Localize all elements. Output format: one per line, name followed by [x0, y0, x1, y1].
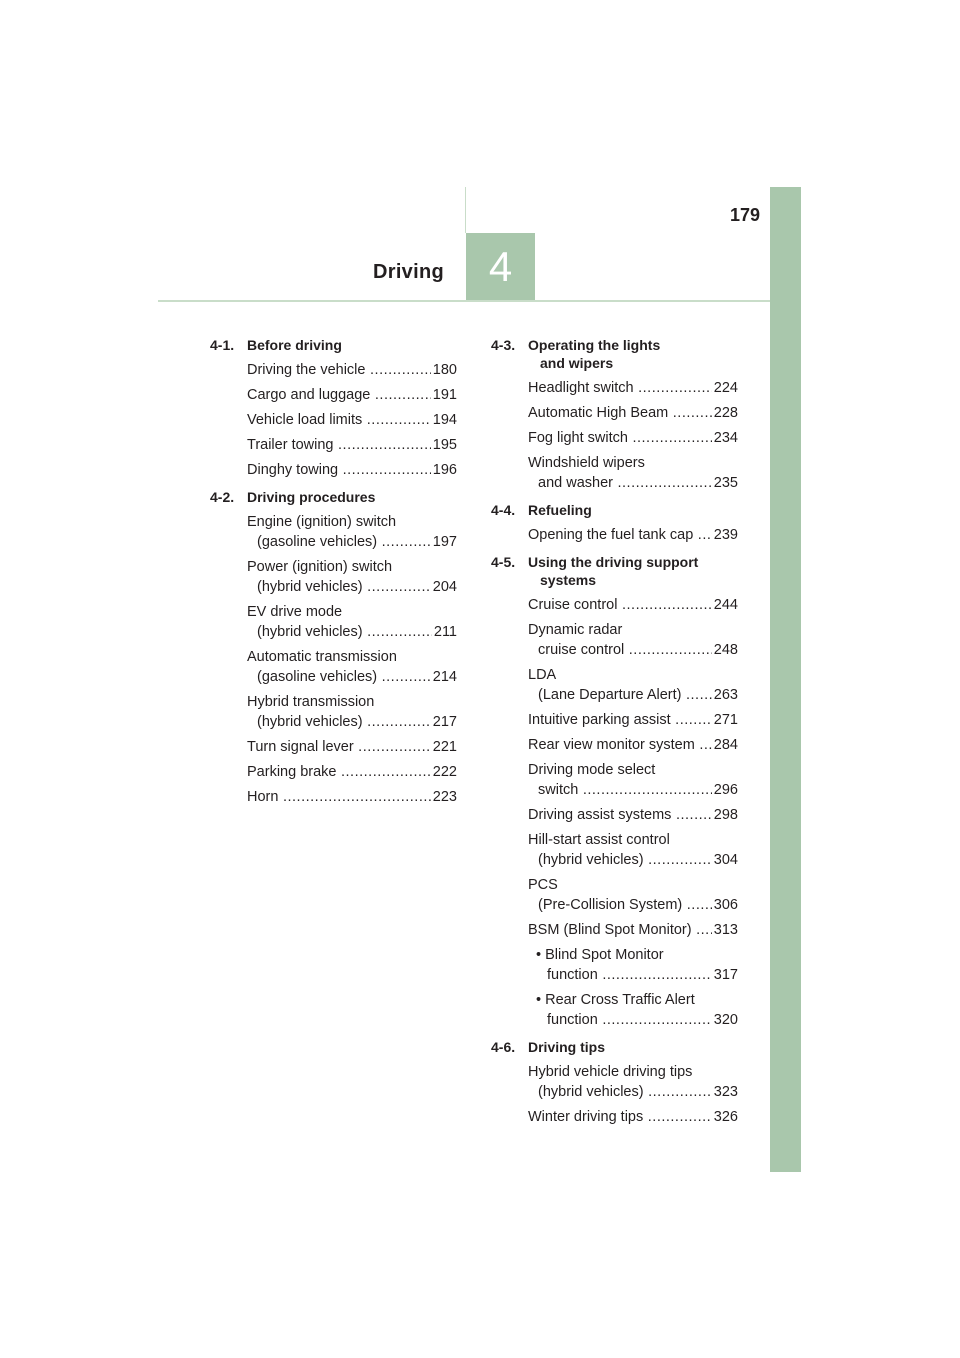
entry-title: LDA: [528, 667, 557, 683]
entry-page-number[interactable]: 180: [432, 362, 457, 378]
entry-line: [536, 965, 738, 985]
entry-line: [247, 667, 457, 687]
entry-line: [528, 378, 738, 398]
entry-subtitle: (hybrid vehicles) .....: [257, 622, 432, 642]
toc-entry[interactable]: [528, 920, 738, 940]
toc-entry[interactable]: [528, 403, 738, 423]
toc-entry[interactable]: [528, 945, 738, 985]
entry-title: • Blind Spot Monitor: [536, 945, 738, 965]
entry-line: [528, 1107, 738, 1127]
section-number: 4-3.: [491, 337, 516, 353]
entry-page-number[interactable]: 217: [432, 714, 457, 730]
entry-subtitle: function .....: [547, 965, 712, 985]
section-number: 4-1.: [210, 337, 235, 353]
entry-title: Fog light switch .....: [528, 428, 712, 448]
entry-subtitle: and washer .....: [538, 473, 712, 493]
entry-line: [247, 532, 457, 552]
section-heading: [491, 336, 738, 372]
section-entries: [210, 512, 457, 807]
entry-title: Horn .....: [247, 787, 431, 807]
entry-subtitle: function .....: [547, 1010, 712, 1030]
entry-title: Winter driving tips .....: [528, 1107, 712, 1127]
toc-entry[interactable]: [528, 875, 738, 915]
entry-title: Hybrid vehicle driving tips: [528, 1064, 693, 1080]
entry-page-number[interactable]: 204: [432, 579, 457, 595]
entry-page-number[interactable]: 223: [432, 789, 457, 805]
section-title-text: Driving tips: [528, 1039, 606, 1055]
toc-entry[interactable]: [528, 428, 738, 448]
entry-title: Parking brake .....: [247, 762, 431, 782]
entry-title: Dynamic radar: [528, 622, 623, 638]
toc-entry[interactable]: [528, 665, 738, 705]
entry-title: Cruise control .....: [528, 595, 712, 615]
toc-section: [210, 336, 457, 480]
entry-line: [528, 525, 738, 545]
entry-title: Rear view monitor system .....: [528, 735, 712, 755]
entry-page-number[interactable]: 234: [713, 430, 738, 446]
toc-entry[interactable]: [528, 760, 738, 800]
entry-page-number[interactable]: 214: [432, 669, 457, 685]
entry-page-number[interactable]: 248: [713, 642, 738, 658]
toc-entry[interactable]: [528, 595, 738, 615]
entry-line: [247, 385, 457, 405]
toc-entry[interactable]: [247, 762, 457, 782]
entry-subtitle: (hybrid vehicles) .....: [257, 577, 431, 597]
section-title-text: Before driving: [247, 337, 342, 353]
entry-subtitle: switch .....: [538, 780, 712, 800]
entry-page-number[interactable]: 244: [713, 597, 738, 613]
toc-entry[interactable]: [247, 385, 457, 405]
entry-line: [247, 712, 457, 732]
toc-right-column: [491, 336, 738, 1135]
entry-title: Opening the fuel tank cap .....: [528, 525, 712, 545]
section-entries: [491, 1062, 738, 1127]
section-title: [528, 336, 738, 372]
entry-subtitle: (hybrid vehicles) .....: [538, 850, 712, 870]
entry-page-number[interactable]: 228: [713, 405, 738, 421]
entry-line: [528, 1082, 738, 1102]
entry-page-number[interactable]: 271: [713, 712, 738, 728]
toc-entry[interactable]: [247, 737, 457, 757]
toc-entry[interactable]: [247, 787, 457, 807]
entry-title: Vehicle load limits .....: [247, 410, 431, 430]
section-entries: [491, 595, 738, 1030]
section-number: 4-2.: [210, 489, 235, 505]
header-divider-vertical: [465, 187, 466, 233]
toc-entry[interactable]: [528, 710, 738, 730]
chapter-number: 4: [488, 242, 513, 290]
section-entries: [210, 360, 457, 480]
toc-entry[interactable]: [247, 435, 457, 455]
section-heading: [210, 488, 457, 506]
entry-subtitle: (hybrid vehicles) .....: [257, 712, 431, 732]
toc-entry[interactable]: [528, 378, 738, 398]
entry-line: [528, 850, 738, 870]
entry-line: [247, 460, 457, 480]
section-title-continued: and wipers: [540, 355, 614, 371]
entry-title: Turn signal lever .....: [247, 737, 431, 757]
entry-page-number[interactable]: 191: [432, 387, 457, 403]
toc-entry[interactable]: [247, 692, 457, 732]
entry-line: [247, 410, 457, 430]
entry-page-number[interactable]: 239: [713, 527, 738, 543]
entry-subtitle: (gasoline vehicles) .....: [257, 667, 431, 687]
entry-line: [528, 920, 738, 940]
section-title: [528, 553, 738, 589]
section-title: [247, 488, 457, 506]
section-number: 4-5.: [491, 554, 516, 570]
entry-page-number[interactable]: 320: [713, 1012, 738, 1028]
entry-line: [528, 595, 738, 615]
toc-entry[interactable]: [247, 602, 457, 642]
entry-page-number[interactable]: 194: [432, 412, 457, 428]
section-entries: [491, 525, 738, 545]
toc-entry[interactable]: [528, 1107, 738, 1127]
toc-entry[interactable]: [528, 990, 738, 1030]
toc-section: [210, 488, 457, 807]
toc-left-column: [210, 336, 457, 815]
entry-line: [528, 428, 738, 448]
entry-line: [528, 735, 738, 755]
entry-title: Intuitive parking assist .....: [528, 710, 712, 730]
side-thumb-tab: [770, 187, 801, 1172]
toc-section: [491, 501, 738, 545]
entry-title: Dinghy towing .....: [247, 460, 431, 480]
entry-page-number[interactable]: 235: [713, 475, 738, 491]
entry-page-number[interactable]: 221: [432, 739, 457, 755]
entry-line: [536, 1010, 738, 1030]
entry-page-number[interactable]: 306: [713, 897, 738, 913]
entry-line: [247, 577, 457, 597]
entry-title: PCS: [528, 877, 558, 893]
toc-entry[interactable]: [247, 460, 457, 480]
entry-page-number[interactable]: 195: [432, 437, 457, 453]
entry-line: [247, 787, 457, 807]
entry-line: [247, 435, 457, 455]
section-entries: [491, 378, 738, 493]
entry-page-number[interactable]: 263: [713, 687, 738, 703]
entry-page-number[interactable]: 313: [713, 922, 738, 938]
section-title: [247, 336, 457, 354]
entry-line: [247, 762, 457, 782]
toc-entry[interactable]: [247, 410, 457, 430]
entry-title: Cargo and luggage .....: [247, 385, 431, 405]
entry-page-number[interactable]: 323: [713, 1084, 738, 1100]
toc-entry[interactable]: [528, 453, 738, 493]
entry-title: Automatic High Beam .....: [528, 403, 712, 423]
section-heading: [491, 501, 738, 519]
chapter-title: Driving: [373, 261, 444, 283]
chapter-number-box: [466, 233, 535, 300]
section-title-text: Operating the lights: [528, 337, 661, 353]
section-title: [528, 1038, 738, 1056]
entry-line: [528, 473, 738, 493]
entry-title: Driving mode select: [528, 762, 656, 778]
entry-title: Hybrid transmission: [247, 694, 375, 710]
entry-subtitle: (hybrid vehicles) .....: [538, 1082, 712, 1102]
toc-entry[interactable]: [528, 1062, 738, 1102]
entry-page-number[interactable]: 326: [713, 1109, 738, 1125]
entry-page-number[interactable]: 304: [713, 852, 738, 868]
toc-section: [491, 553, 738, 1030]
toc-entry[interactable]: [528, 525, 738, 545]
toc-entry[interactable]: [247, 360, 457, 380]
entry-subtitle: (gasoline vehicles) .....: [257, 532, 431, 552]
entry-line: [528, 685, 738, 705]
entry-line: [528, 640, 738, 660]
entry-subtitle: (Pre-Collision System) .....: [538, 895, 712, 915]
toc-entry[interactable]: [528, 830, 738, 870]
entry-line: [247, 622, 457, 642]
toc-entry[interactable]: [247, 647, 457, 687]
entry-line: [247, 360, 457, 380]
toc-entry[interactable]: [528, 735, 738, 755]
section-number: 4-4.: [491, 502, 516, 518]
entry-line: [247, 737, 457, 757]
toc-entry[interactable]: [528, 620, 738, 660]
entry-title: EV drive mode: [247, 604, 343, 620]
header-divider-horizontal: [158, 300, 770, 302]
toc-entry[interactable]: [247, 512, 457, 552]
section-title-text: Refueling: [528, 502, 592, 518]
entry-line: [528, 895, 738, 915]
entry-page-number[interactable]: 298: [713, 807, 738, 823]
entry-page-number[interactable]: 196: [432, 462, 457, 478]
toc-entry[interactable]: [247, 557, 457, 597]
section-title-continued: systems: [540, 572, 597, 588]
entry-line: [528, 805, 738, 825]
section-title: [528, 501, 738, 519]
entry-title: Driving assist systems .....: [528, 805, 712, 825]
entry-title: BSM (Blind Spot Monitor) .....: [528, 920, 712, 940]
section-heading: [491, 1038, 738, 1056]
entry-subtitle: cruise control .....: [538, 640, 712, 660]
section-number: 4-6.: [491, 1039, 516, 1055]
entry-title: Power (ignition) switch: [247, 559, 393, 575]
entry-page-number[interactable]: 296: [713, 782, 738, 798]
page-number: 179: [729, 205, 760, 225]
section-heading: [210, 336, 457, 354]
toc-section: [491, 336, 738, 493]
entry-title: Headlight switch .....: [528, 378, 712, 398]
entry-title: Driving the vehicle .....: [247, 360, 431, 380]
entry-subtitle: (Lane Departure Alert) .....: [538, 685, 712, 705]
section-title-text: Driving procedures: [247, 489, 376, 505]
section-title-text: Using the driving support: [528, 554, 699, 570]
section-heading: [491, 553, 738, 589]
entry-line: [528, 403, 738, 423]
entry-title: Engine (ignition) switch: [247, 514, 397, 530]
entry-line: [528, 710, 738, 730]
entry-page-number[interactable]: 222: [432, 764, 457, 780]
entry-page-number[interactable]: 317: [713, 967, 738, 983]
entry-title: Automatic transmission: [247, 649, 397, 665]
entry-title: Windshield wipers: [528, 455, 645, 471]
toc-section: [491, 1038, 738, 1127]
toc-entry[interactable]: [528, 805, 738, 825]
entry-page-number[interactable]: 197: [432, 534, 457, 550]
entry-title: Trailer towing .....: [247, 435, 431, 455]
entry-title: • Rear Cross Traffic Alert: [536, 990, 738, 1010]
entry-page-number[interactable]: 224: [713, 380, 738, 396]
entry-page-number[interactable]: 211: [433, 624, 457, 640]
entry-title: Hill-start assist control: [528, 832, 670, 848]
entry-line: [528, 780, 738, 800]
entry-page-number[interactable]: 284: [713, 737, 738, 753]
